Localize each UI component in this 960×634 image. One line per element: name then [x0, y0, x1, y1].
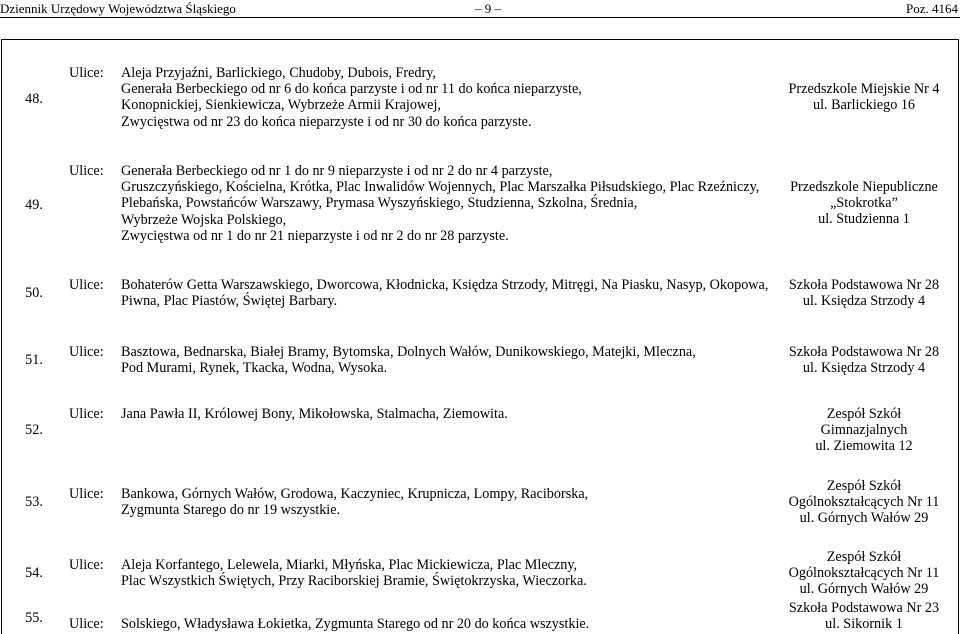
street-list: [121, 486, 771, 518]
school-line: ul. Ziemowita 12: [815, 438, 913, 455]
streets-label: Ulice:: [69, 486, 104, 502]
streets-label: Ulice:: [69, 557, 104, 573]
assigned-school: [772, 549, 956, 598]
street-list: [121, 616, 771, 632]
page-header: [0, 0, 960, 18]
row-number: 54.: [25, 565, 43, 581]
assigned-school: [772, 344, 956, 376]
school-line: ul. Sikornik 1: [825, 616, 903, 633]
street-list: [121, 557, 771, 589]
street-line: Aleja Korfantego, Lelewela, Miarki, Młyńska, Plac Mickiewicza, Plac Mleczny,: [121, 557, 578, 573]
assigned-school: [772, 179, 956, 228]
school-line: Przedszkole Miejskie Nr 4: [788, 81, 940, 97]
street-line: Gruszczyńskiego, Kościelna, Krótka, Plac Inwalidów Wojennych, Plac Marszałka Piłsudskiego, Plac Rzeźniczy,: [121, 179, 760, 196]
row-number: 53.: [25, 494, 43, 510]
street-line: Pod Murami, Rynek, Tkacka, Wodna, Wysoka.: [121, 360, 388, 377]
school-line: Gimnazjalnych: [820, 422, 908, 439]
school-line: ul. Górnych Wałów 29: [799, 510, 929, 527]
street-line: Solskiego, Władysława Łokietka, Zygmunta Starego od nr 20 do końca wszystkie.: [121, 616, 590, 632]
street-line: Plebańska, Powstańców Warszawy, Prymasa Wyszyńskiego, Studzienna, Szkolna, Średnia,: [121, 195, 638, 212]
streets-label: Ulice:: [69, 277, 104, 293]
page-number: – 9 –: [475, 1, 501, 16]
streets-label: Ulice:: [69, 344, 104, 360]
school-line: ul. Barlickiego 16: [812, 97, 916, 114]
streets-label: Ulice:: [69, 616, 104, 632]
street-line: Jana Pawła II, Królowej Bony, Mikołowska, Stalmacha, Ziemowita.: [121, 406, 508, 422]
school-line: Zespół Szkół: [826, 478, 902, 494]
row-number: 49.: [25, 197, 43, 213]
row-number: 51.: [25, 352, 43, 368]
school-line: ul. Księdza Strzody 4: [802, 360, 926, 377]
street-line: Basztowa, Bednarska, Białej Bramy, Bytomska, Dolnych Wałów, Dunikowskiego, Matejki, Mleczna,: [121, 344, 696, 360]
school-line: Ogólnokształcących Nr 11: [788, 494, 940, 511]
school-line: ul. Studzienna 1: [818, 211, 910, 228]
school-line: Zespół Szkół: [826, 549, 902, 565]
position-number: Poz. 4164: [906, 1, 958, 16]
street-line: Bohaterów Getta Warszawskiego, Dworcowa, Kłodnicka, Księdza Strzody, Mitręgi, Na Piasku, Nasyp, Okopowa,: [121, 277, 769, 293]
journal-title: Dziennik Urzędowy Województwa Śląskiego: [0, 1, 236, 16]
streets-label: Ulice:: [69, 163, 104, 179]
street-line: Wybrzeże Wojska Polskiego,: [121, 211, 287, 228]
assigned-school: [772, 478, 956, 527]
street-line: Zygmunta Starego do nr 19 wszystkie.: [121, 502, 341, 519]
school-line: „Stokrotka”: [830, 195, 898, 212]
school-line: Zespół Szkół: [826, 406, 902, 422]
district-table: [1, 39, 959, 634]
street-list: [121, 163, 771, 244]
row-number: 55.: [25, 610, 43, 626]
street-list: [121, 65, 771, 130]
school-line: Ogólnokształcących Nr 11: [788, 565, 940, 582]
streets-label: Ulice:: [69, 65, 104, 81]
street-line: Aleja Przyjaźni, Barlickiego, Chudoby, Dubois, Fredry,: [121, 65, 436, 81]
school-line: Szkoła Podstawowa Nr 28: [788, 277, 940, 293]
streets-label: Ulice:: [69, 406, 104, 422]
school-line: Przedszkole Niepubliczne: [790, 179, 938, 195]
school-line: ul. Księdza Strzody 4: [802, 293, 926, 310]
street-line: Bankowa, Górnych Wałów, Grodowa, Kaczyniec, Krupnicza, Lompy, Raciborska,: [121, 486, 589, 502]
school-line: Szkoła Podstawowa Nr 28: [788, 344, 940, 360]
street-line: Piwna, Plac Piastów, Świętej Barbary.: [121, 293, 338, 310]
assigned-school: [772, 277, 956, 309]
row-number: 48.: [25, 91, 43, 107]
street-line: Zwycięstwa od nr 23 do końca nieparzyste i od nr 30 do końca parzyste.: [121, 113, 532, 130]
street-list: [121, 344, 771, 376]
street-line: Generała Berbeckiego od nr 1 do nr 9 nieparzyste i od nr 2 do nr 4 parzyste,: [121, 163, 553, 179]
school-line: Szkoła Podstawowa Nr 23: [788, 600, 940, 616]
street-line: Zwycięstwa od nr 1 do nr 21 nieparzyste i od nr 2 do nr 28 parzyste.: [121, 227, 509, 244]
assigned-school: [772, 600, 956, 632]
street-line: Konopnickiej, Sienkiewicza, Wybrzeże Armii Krajowej,: [121, 97, 441, 114]
assigned-school: [772, 406, 956, 455]
street-list: [121, 277, 771, 309]
row-number: 50.: [25, 285, 43, 301]
street-list: [121, 406, 771, 422]
street-line: Generała Berbeckiego od nr 6 do końca parzyste i od nr 11 do końca nieparzyste,: [121, 81, 582, 98]
assigned-school: [772, 81, 956, 113]
street-line: Plac Wszystkich Świętych, Przy Raciborskiej Bramie, Świętokrzyska, Wieczorka.: [121, 573, 587, 590]
row-number: 52.: [25, 422, 43, 438]
school-line: ul. Górnych Wałów 29: [799, 581, 929, 598]
